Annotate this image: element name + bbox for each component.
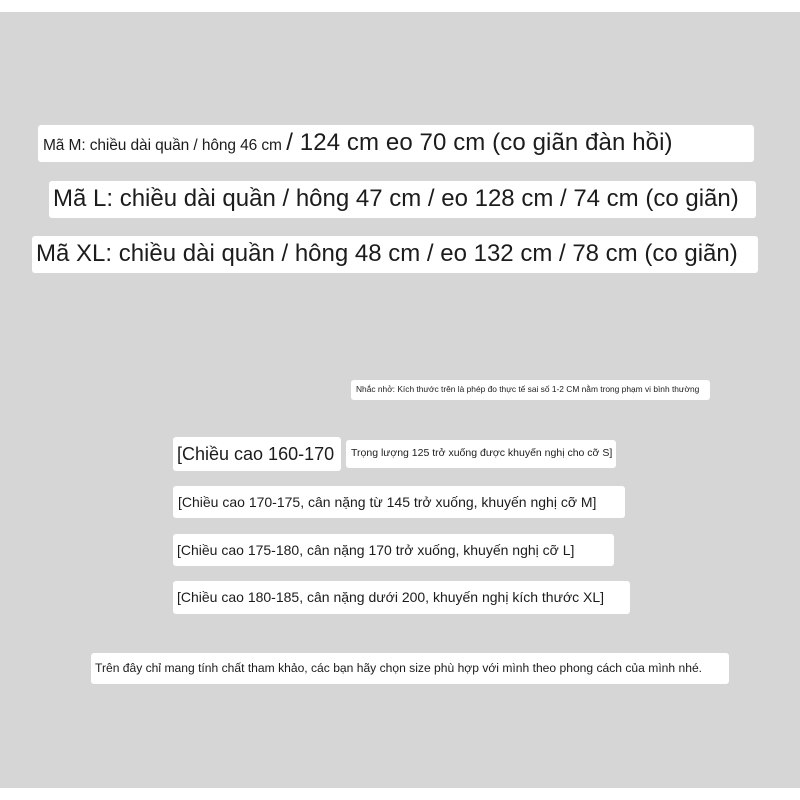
size-m-row bbox=[38, 125, 754, 162]
size-chart-canvas bbox=[0, 12, 800, 788]
weight-size-s-label bbox=[346, 440, 616, 468]
height-175-180-text: [Chiều cao 175-180, cân nặng 170 trở xuống, khuyến nghị cỡ L] bbox=[177, 542, 575, 558]
reference-note-text: Trên đây chỉ mang tính chất tham khảo, các bạn hãy chọn size phù hợp với mình theo phong cách của mình nhé. bbox=[95, 661, 703, 675]
size-l-row bbox=[49, 181, 756, 218]
height-180-185-text: [Chiều cao 180-185, cân nặng dưới 200, khuyến nghị kích thước XL] bbox=[177, 589, 605, 605]
reference-note bbox=[91, 653, 729, 684]
size-xl-row bbox=[32, 236, 758, 273]
height-175-180-label bbox=[173, 534, 614, 566]
weight-size-s-text: Trọng lượng 125 trở xuống được khuyến nghị cho cỡ S] bbox=[351, 447, 613, 459]
height-170-175-text: [Chiều cao 170-175, cân nặng từ 145 trở xuống, khuyến nghị cỡ M] bbox=[178, 494, 597, 510]
size-m-dimensions-end: / 124 cm eo 70 cm (co giãn đàn hồi) bbox=[286, 129, 673, 156]
size-l-dimensions: Mã L: chiều dài quần / hông 47 cm / eo 128 cm / 74 cm (co giãn) bbox=[53, 185, 739, 212]
measurement-reminder bbox=[351, 380, 710, 400]
height-170-175-label bbox=[173, 486, 625, 518]
size-xl-dimensions: Mã XL: chiều dài quần / hông 48 cm / eo 132 cm / 78 cm (co giãn) bbox=[36, 240, 738, 267]
height-160-170-label bbox=[173, 437, 341, 471]
height-180-185-label bbox=[173, 581, 630, 614]
height-160-170-text: [Chiều cao 160-170 bbox=[177, 444, 335, 464]
size-m-dimensions-start: Mã M: chiều dài quần / hông 46 cm bbox=[43, 137, 282, 154]
measurement-reminder-text: Nhắc nhở: Kích thước trên là phép đo thực tế sai số 1-2 CM nằm trong phạm vi bình thường bbox=[356, 384, 700, 394]
